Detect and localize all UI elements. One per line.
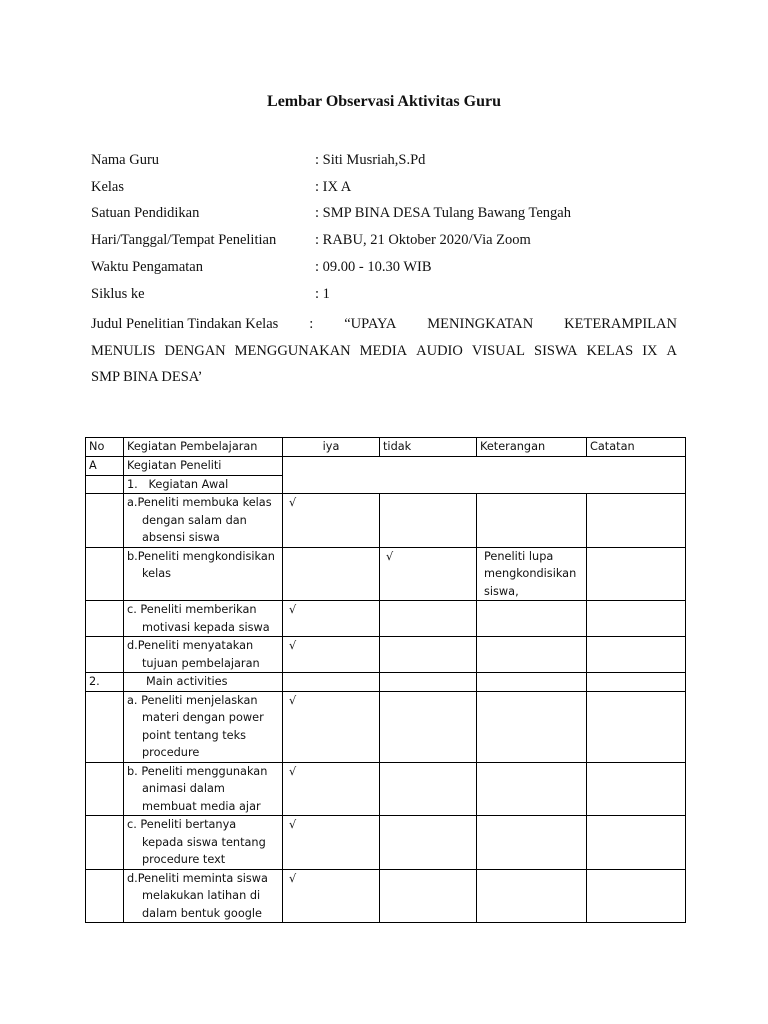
research-title [91,311,677,391]
activity-text: a.Peneliti membuka kelas dengan salam dan absensi siswa [127,496,272,544]
catatan-cell [587,816,686,870]
info-value: : IX A [315,179,352,195]
info-label: Kelas [91,179,125,195]
research-title-word: Judul Penelitian Tindakan Kelas [91,316,279,332]
blank-cell [380,673,477,692]
row-no-cell [86,601,124,637]
research-title-word: AUDIO [416,342,463,359]
row-no-cell [86,691,124,762]
research-title-word: DENGAN [164,342,226,359]
info-label: Satuan Pendidikan [91,205,200,221]
info-value: : 09.00 - 10.30 WIB [315,259,432,275]
keterangan-cell [477,494,587,548]
row-no-cell [86,816,124,870]
catatan-cell [587,869,686,923]
tidak-cell [380,637,477,673]
sub1-label: 1. Kegiatan Awal [124,475,283,494]
tidak-cell [380,762,477,816]
research-title-word: VISUAL [471,342,526,359]
header-keterangan: Keterangan [477,438,587,457]
activity-cell [124,691,283,762]
row-no-cell [86,547,124,601]
section-a-row [86,457,686,476]
activity-cell [124,547,283,601]
research-title-word: : [309,316,314,332]
table-row [86,547,686,601]
activity-text: c. Peneliti memberikan motivasi kepada siswa [127,603,270,634]
table-header-row [86,438,686,457]
page-title: Lembar Observasi Aktivitas Guru [267,93,501,110]
info-value: : 1 [315,286,330,302]
table-row [86,762,686,816]
research-title-word: SISWA [534,342,578,359]
catatan-cell [587,547,686,601]
info-value: : SMP BINA DESA Tulang Bawang Tengah [315,205,571,221]
research-title-line-1 [91,311,677,338]
tidak-cell [380,869,477,923]
blank-cell [477,673,587,692]
activity-text: d.Peneliti meminta siswa melakukan latihan di dalam bentuk google [127,871,268,920]
activity-cell [124,816,283,870]
info-value: : RABU, 21 Oktober 2020/Via Zoom [315,232,531,248]
catatan-cell [587,637,686,673]
header-tidak: tidak [380,438,477,457]
iya-cell: √ [283,494,380,548]
keterangan-cell: Peneliti lupa mengkondisikan siswa, [477,547,587,601]
catatan-cell [587,494,686,548]
research-title-line-3: SMP BINA DESA’ [91,369,203,385]
info-label: Nama Guru [91,152,160,168]
iya-cell: √ [283,691,380,762]
blank-cell [587,673,686,692]
activity-cell [124,762,283,816]
section-a-label: Kegiatan Peneliti [124,457,283,476]
row-no-cell [86,869,124,923]
row-no-cell [86,637,124,673]
header-iya: iya [283,438,380,457]
activity-text: b.Peneliti mengkondisikan kelas [127,549,275,580]
catatan-cell [587,691,686,762]
merged-blank-cell [283,457,686,494]
activity-text: b. Peneliti menggunakan animasi dalam membuat media ajar [127,764,268,813]
table-row [86,601,686,637]
table-row [86,816,686,870]
row-no-cell [86,762,124,816]
info-label: Siklus ke [91,286,145,302]
activity-cell [124,869,283,923]
info-value: : Siti Musriah,S.Pd [315,152,426,168]
research-title-word: KELAS [586,342,634,359]
iya-cell: √ [283,601,380,637]
research-title-word: MENINGKATAN [427,316,534,332]
activity-cell [124,637,283,673]
iya-cell: √ [283,816,380,870]
tidak-cell [380,691,477,762]
activity-cell [124,494,283,548]
research-title-word: A [666,342,677,359]
research-title-line-2 [91,338,677,365]
activity-text: c. Peneliti bertanya kepada siswa tentang procedure text [127,818,266,866]
table-row [86,869,686,923]
info-label: Hari/Tanggal/Tempat Penelitian [91,232,277,248]
tidak-cell [380,601,477,637]
keterangan-cell [477,762,587,816]
row-no-cell [86,494,124,548]
sub1-no [86,475,124,494]
research-title-word: MENGGUNAKAN [234,342,351,359]
table-row [86,494,686,548]
info-label: Waktu Pengamatan [91,259,203,275]
keterangan-cell [477,816,587,870]
research-title-word: MENULIS [91,342,156,359]
table-row [86,637,686,673]
table-row [86,691,686,762]
header-no: No [86,438,124,457]
activity-text: a. Peneliti menjelaskan materi dengan power point tentang teks procedure [127,693,264,759]
research-title-word: KETERAMPILAN [564,316,677,332]
observation-table [85,437,686,923]
iya-cell: √ [283,762,380,816]
research-title-word: “UPAYA [344,316,397,332]
catatan-cell [587,762,686,816]
section-a-no: A [86,457,124,476]
iya-cell: √ [283,869,380,923]
blank-cell [283,673,380,692]
keterangan-cell [477,869,587,923]
activity-text: d.Peneliti menyatakan tujuan pembelajaran [127,639,260,670]
sub2-label: Main activities [124,673,283,692]
tidak-cell: √ [380,547,477,601]
keterangan-cell [477,637,587,673]
keterangan-cell [477,691,587,762]
catatan-cell [587,601,686,637]
tidak-cell [380,494,477,548]
iya-cell [283,547,380,601]
sub2-row [86,673,686,692]
tidak-cell [380,816,477,870]
research-title-word: MEDIA [359,342,408,359]
header-kegiatan: Kegiatan Pembelajaran [124,438,283,457]
iya-cell: √ [283,637,380,673]
keterangan-cell [477,601,587,637]
header-catatan: Catatan [587,438,686,457]
activity-cell [124,601,283,637]
research-title-word: IX [642,342,658,359]
sub2-no: 2. [86,673,124,692]
